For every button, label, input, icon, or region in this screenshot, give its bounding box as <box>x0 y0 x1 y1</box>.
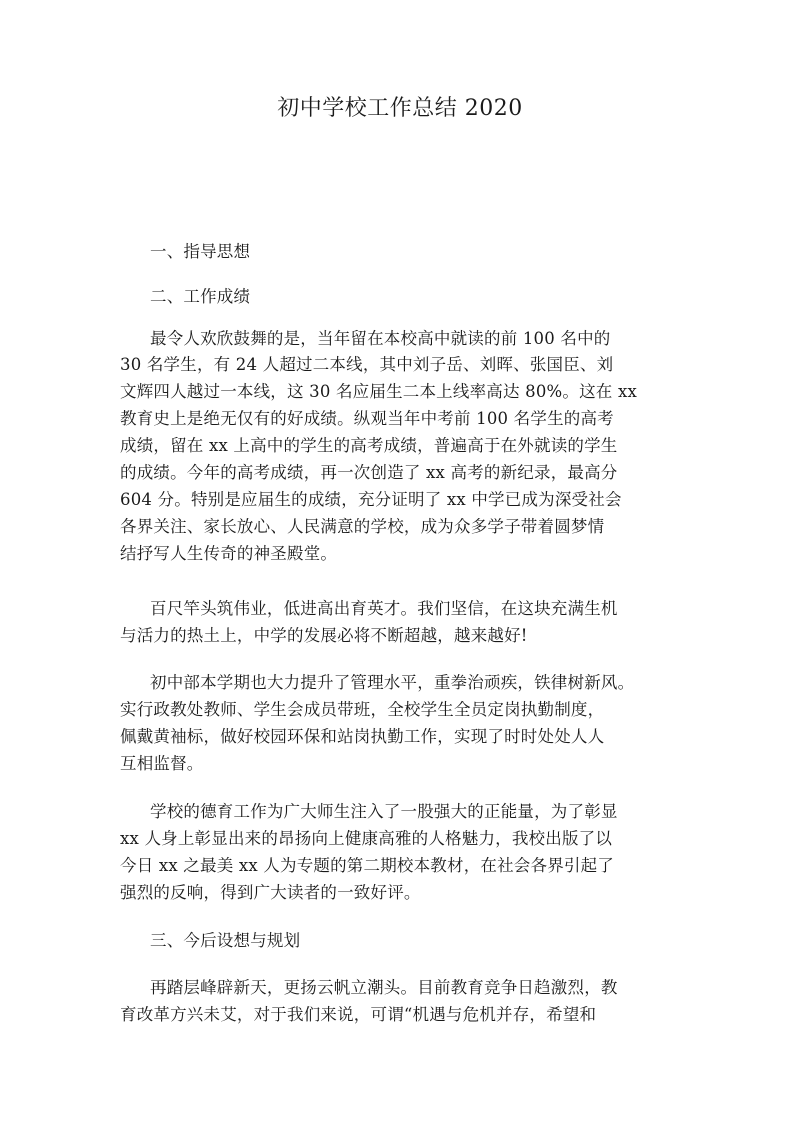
paragraph-line: 各界关注、家长放心、人民满意的学校，成为众多学子带着圆梦情 <box>120 517 605 536</box>
paragraph-line: 今日 xx 之最美 xx 人为专题的第二期校本教材，在社会各界引起了 <box>120 856 615 875</box>
paragraph-line: 教育史上是绝无仅有的好成绩。纵观当年中考前 100 名学生的高考 <box>120 409 614 428</box>
section-heading-achievements: 二、工作成绩 <box>150 287 251 306</box>
paragraph-line: 育改革方兴未艾，对于我们来说，可谓“机遇与危机并存，希望和 <box>120 1005 597 1024</box>
document-title: 初中学校工作总结 2020 <box>277 96 523 121</box>
paragraph-line: 再踏层峰辟新天，更扬云帆立潮头。目前教育竞争日趋激烈，教 <box>150 978 618 997</box>
paragraph-line: 实行政教处教师、学生会成员带班，全校学生全员定岗执勤制度， <box>120 700 605 719</box>
paragraph-line: 的成绩。今年的高考成绩，再一次创造了 xx 高考的新纪录，最高分 <box>120 463 618 482</box>
paragraph-line: 30 名学生，有 24 人超过二本线，其中刘子岳、刘晖、张国臣、刘 <box>120 355 614 374</box>
paragraph-line: 佩戴黄袖标，做好校园环保和站岗执勤工作，实现了时时处处人人 <box>120 727 605 746</box>
paragraph-line: 互相监督。 <box>120 754 204 773</box>
paragraph-line: 604 分。特别是应届生的成绩，充分证明了 xx 中学已成为深受社会 <box>120 490 622 509</box>
paragraph-line: 成绩，留在 xx 上高中的学生的高考成绩，普遍高于在外就读的学生 <box>120 436 618 455</box>
paragraph-line: xx 人身上彰显出来的昂扬向上健康高雅的人格魅力，我校出版了以 <box>120 829 613 848</box>
paragraph-line: 学校的德育工作为广大师生注入了一股强大的正能量，为了彰显 <box>150 802 618 821</box>
paragraph-line: 强烈的反响，得到广大读者的一致好评。 <box>120 883 421 902</box>
paragraph-line: 文辉四人越过一本线，这 30 名应届生二本上线率高达 80%。这在 xx <box>120 382 637 401</box>
paragraph-line: 初中部本学期也大力提升了管理水平，重拳治顽疾，铁律树新风。 <box>150 673 635 692</box>
paragraph-line: 最令人欢欣鼓舞的是，当年留在本校高中就读的前 100 名中的 <box>150 329 611 348</box>
paragraph-line: 与活力的热土上，中学的发展必将不断超越，越来越好! <box>120 626 528 645</box>
paragraph-line: 百尺竿头筑伟业，低进高出育英才。我们坚信，在这块充满生机 <box>150 599 618 618</box>
paragraph-line: 结抒写人生传奇的神圣殿堂。 <box>120 544 338 563</box>
section-heading-future-plans: 三、今后设想与规划 <box>150 931 301 950</box>
section-heading-guiding-ideology: 一、指导思想 <box>150 242 251 261</box>
